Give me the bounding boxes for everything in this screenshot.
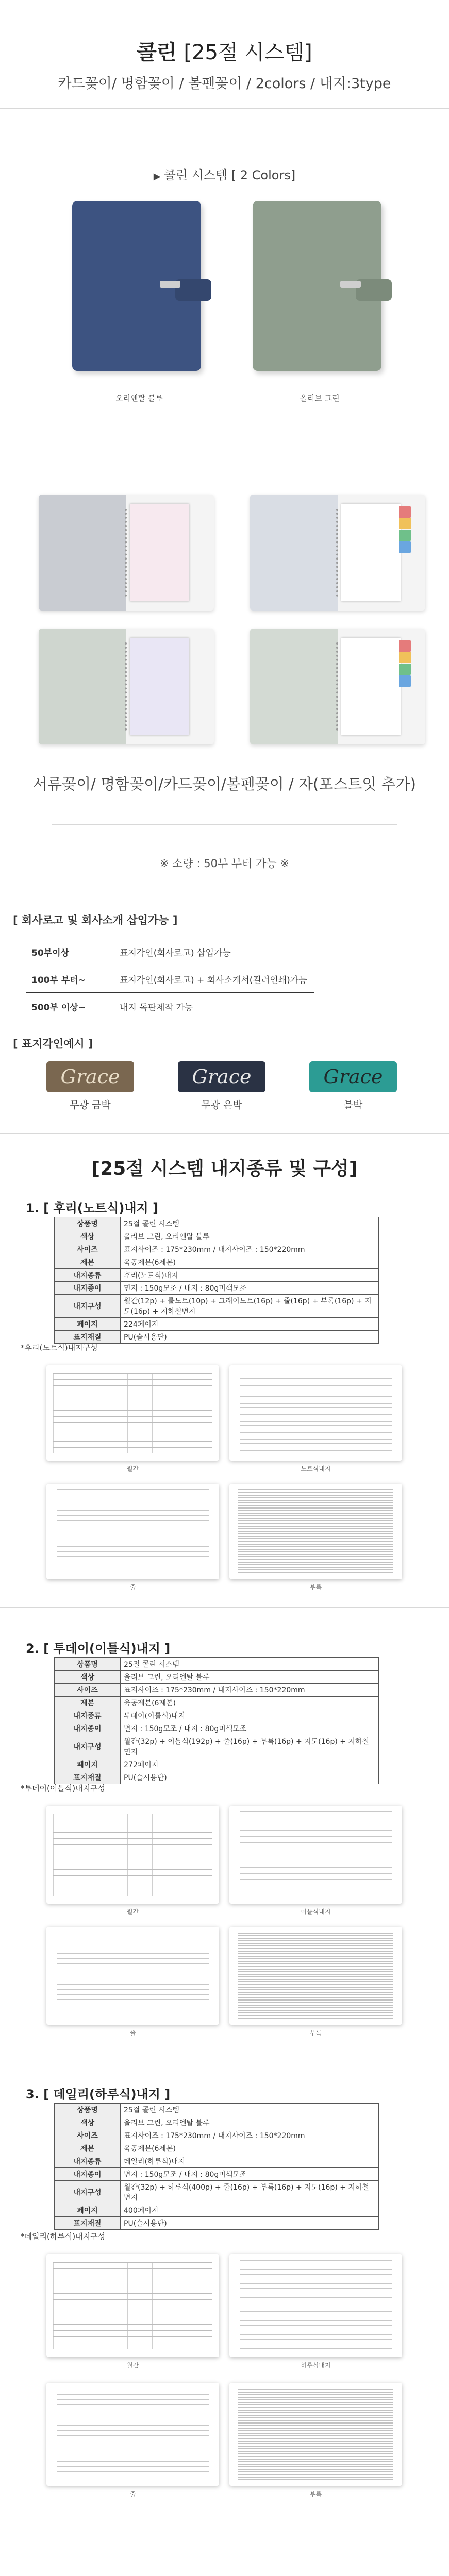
spec-key: 내지구성: [55, 1295, 121, 1318]
triangle-icon: ▶: [153, 171, 161, 182]
table-row: [55, 2204, 379, 2217]
binder-photo-blue: [72, 201, 201, 371]
table-row: [55, 1331, 379, 1344]
desc-cell: 내지 독판제작 가능: [114, 993, 314, 1020]
product-caption-blue: 오리엔탈 블루: [115, 394, 163, 403]
spec-value: 표지사이즈 : 175*230mm / 내지사이즈 : 150*220mm: [121, 2129, 379, 2142]
spec-key: 내지종이: [55, 1282, 121, 1295]
binder-rings: [125, 509, 134, 597]
sample-caption: 줄: [129, 2490, 136, 2498]
table-row: [55, 2116, 379, 2129]
binder-clip: [340, 281, 361, 288]
spec-key: 상품명: [55, 1658, 121, 1671]
spec-key: 사이즈: [55, 1243, 121, 1256]
type1-sample-appendix: [229, 1484, 402, 1579]
desc-cell: 표지각인(회사로고) 삽입가능: [114, 938, 314, 965]
desc-cell: 표지각인(회사로고) + 회사소개서(컬러인쇄)가능: [114, 965, 314, 993]
open-binder-photo-green-1: [39, 629, 214, 744]
spec-value: 투데이(이틀식)내지: [121, 1709, 379, 1722]
spec-key: 페이지: [55, 2204, 121, 2217]
type2-sample-monthly: [46, 1806, 219, 1904]
binder-clip: [160, 281, 180, 288]
sample-caption: 월간: [126, 1465, 139, 1472]
type1-sample-lined: [46, 1484, 219, 1579]
type1-spec-table: [54, 1217, 379, 1344]
spec-key: 상품명: [55, 1217, 121, 1230]
type2-spec-table: [54, 1657, 379, 1784]
spec-key: 표지재질: [55, 1331, 121, 1344]
type3-sample-monthly: [46, 2254, 219, 2357]
binder-strap: [175, 279, 211, 301]
spec-key: 내지종류: [55, 1709, 121, 1722]
table-row: [26, 938, 314, 965]
spec-value: 후리(노트식)내지: [121, 1269, 379, 1282]
binder-strap: [356, 279, 392, 301]
table-row: [55, 1217, 379, 1230]
spec-key: 내지구성: [55, 1735, 121, 1758]
open-binder-photo-blue-2: [250, 495, 425, 611]
spec-value: 표지사이즈 : 175*230mm / 내지사이즈 : 150*220mm: [121, 1684, 379, 1697]
divider: [0, 1607, 449, 1608]
type2-sample-lined: [46, 1927, 219, 2025]
inner-cover: [39, 629, 126, 744]
engraving-caption-silver: 무광 은박: [201, 1099, 242, 1111]
title-rest: [25절 시스템]: [184, 41, 312, 64]
spec-value: 올리브 그린, 오리엔탈 블루: [121, 1230, 379, 1243]
type2-title: 2. [ 투데이(이틀식)내지 ]: [26, 1641, 171, 1656]
table-row: [26, 965, 314, 993]
spec-key: 표지재질: [55, 2217, 121, 2230]
inner-cover: [250, 629, 338, 744]
index-tabs: [399, 506, 411, 588]
spec-value: 데일리(하루식)내지: [121, 2155, 379, 2168]
engraving-sample-blind: Grace: [309, 1061, 397, 1092]
page-subtitle: 카드꽂이/ 명함꽂이 / 볼펜꽂이 / 2colors / 내지:3type: [58, 76, 391, 92]
logo-insert-title: [ 회사로고 및 회사소개 삽입가능 ]: [13, 914, 178, 926]
divider: [0, 108, 449, 109]
engraving-caption-gold: 무광 금박: [70, 1099, 111, 1111]
table-row: [55, 1671, 379, 1684]
qty-cell: 50부이상: [26, 938, 114, 965]
type3-note: *데일리(하루식)내지구성: [21, 2232, 106, 2241]
spec-value: 면지 : 150g모조 / 내지 : 80g미색모조: [121, 1282, 379, 1295]
title-main: 콜린: [137, 41, 177, 64]
spec-value: PU(슬시용단): [121, 1331, 379, 1344]
spec-key: 표지재질: [55, 1771, 121, 1784]
sample-caption: 노트식내지: [301, 1465, 331, 1472]
table-row: [55, 1282, 379, 1295]
colors-heading-text: 콜린 시스템 [ 2 Colors]: [163, 168, 296, 182]
table-row: [55, 2168, 379, 2181]
spec-key: 페이지: [55, 1318, 121, 1331]
spec-key: 내지종이: [55, 1722, 121, 1735]
spec-value: 25절 콜린 시스템: [121, 1658, 379, 1671]
spec-key: 색상: [55, 1671, 121, 1684]
table-row: [55, 2217, 379, 2230]
spec-value: 400페이지: [121, 2204, 379, 2217]
spec-value: 25절 콜린 시스템: [121, 1217, 379, 1230]
inner-types-title: [25절 시스템 내지종류 및 구성]: [91, 1158, 358, 1179]
table-row: [55, 1684, 379, 1697]
spec-key: 사이즈: [55, 1684, 121, 1697]
inner-cover: [250, 495, 338, 611]
spec-key: 색상: [55, 2116, 121, 2129]
spec-key: 사이즈: [55, 2129, 121, 2142]
type1-note: *후리(노트식)내지구성: [21, 1343, 98, 1352]
type3-spec-table: [54, 2103, 379, 2230]
table-row: [55, 1697, 379, 1709]
table-row: [55, 1295, 379, 1318]
sample-caption: 부록: [309, 2490, 322, 2498]
table-row: [55, 2104, 379, 2116]
sample-caption: 부록: [309, 1584, 322, 1591]
sample-caption: 줄: [129, 1584, 136, 1591]
features-description: 서류꽂이/ 명함꽂이/카드꽂이/볼펜꽂이 / 자(포스트잇 추가): [33, 775, 416, 793]
page-title: [0, 36, 449, 65]
type3-sample-daily: [229, 2254, 402, 2357]
logo-insert-table: [26, 938, 314, 1020]
sample-caption: 줄: [129, 2029, 136, 2037]
spec-key: 내지종이: [55, 2168, 121, 2181]
table-row: [55, 1758, 379, 1771]
table-row: [55, 1722, 379, 1735]
sample-caption: 월간: [126, 1908, 139, 1916]
inner-cover: [39, 495, 126, 611]
engraving-sample-gold: Grace: [46, 1061, 134, 1092]
table-row: [55, 1658, 379, 1671]
spec-key: 제본: [55, 1697, 121, 1709]
type2-sample-two-day: [229, 1806, 402, 1904]
type2-note: *투데이(이틀식)내지구성: [21, 1784, 106, 1793]
table-row: [55, 2181, 379, 2204]
type1-title: 1. [ 후리(노트식)내지 ]: [26, 1201, 159, 1215]
spec-value: 올리브 그린, 오리엔탈 블루: [121, 2116, 379, 2129]
product-caption-green: 올리브 그린: [300, 394, 340, 403]
divider: [52, 824, 397, 825]
spec-value: 월간(32p) + 하루식(400p) + 줄(16p) + 부록(16p) + 지도(16p) + 지하철면지: [121, 2181, 379, 2204]
table-row: [55, 2155, 379, 2168]
spec-key: 내지구성: [55, 2181, 121, 2204]
table-row: [55, 1318, 379, 1331]
spec-value: 육공제본(6제본): [121, 2142, 379, 2155]
spec-value: 육공제본(6제본): [121, 1697, 379, 1709]
spec-value: PU(슬시용단): [121, 1771, 379, 1784]
qty-cell: 500부 이상~: [26, 993, 114, 1020]
spec-key: 색상: [55, 1230, 121, 1243]
spec-value: 25절 콜린 시스템: [121, 2104, 379, 2116]
minimum-quantity-note: ※ 소량 : 50부 부터 가능 ※: [159, 857, 290, 870]
open-binder-photo-blue-1: [39, 495, 214, 611]
binder-rings: [336, 509, 345, 597]
sample-caption: 월간: [126, 2362, 139, 2369]
type3-sample-lined: [46, 2383, 219, 2486]
spec-value: 월간(32p) + 이틀식(192p) + 줄(16p) + 부록(16p) + 지도(16p) + 지하철면지: [121, 1735, 379, 1758]
spec-key: 제본: [55, 1256, 121, 1269]
engraving-sample-silver: Grace: [178, 1061, 265, 1092]
colors-heading: [0, 165, 449, 183]
spec-key: 내지종류: [55, 2155, 121, 2168]
sample-caption: 이틀식내지: [301, 1908, 331, 1916]
type3-title: 3. [ 데일리(하루식)내지 ]: [26, 2087, 171, 2102]
table-row: [55, 2129, 379, 2142]
table-row: [55, 1735, 379, 1758]
type2-sample-appendix: [229, 1927, 402, 2025]
table-row: [55, 1771, 379, 1784]
inner-page: [341, 638, 401, 735]
spec-value: 면지 : 150g모조 / 내지 : 80g미색모조: [121, 2168, 379, 2181]
qty-cell: 100부 부터~: [26, 965, 114, 993]
engraving-caption-blind: 블박: [343, 1099, 363, 1111]
table-row: [55, 1230, 379, 1243]
binder-photo-green: [253, 201, 381, 371]
type1-sample-note: [229, 1365, 402, 1461]
type1-sample-monthly: [46, 1365, 219, 1461]
table-row: [55, 1256, 379, 1269]
inner-page: [341, 504, 401, 601]
spec-value: 면지 : 150g모조 / 내지 : 80g미색모조: [121, 1722, 379, 1735]
table-row: [26, 993, 314, 1020]
index-tabs: [399, 640, 411, 722]
inner-page: [130, 638, 190, 735]
binder-rings: [336, 642, 345, 731]
spec-value: 육공제본(6제본): [121, 1256, 379, 1269]
table-row: [55, 1243, 379, 1256]
engraving-title: [ 표지각인예시 ]: [13, 1038, 93, 1050]
spec-value: 올리브 그린, 오리엔탈 블루: [121, 1671, 379, 1684]
spec-value: PU(슬시용단): [121, 2217, 379, 2230]
binder-rings: [125, 642, 134, 731]
open-binder-photo-green-2: [250, 629, 425, 744]
type3-sample-appendix: [229, 2383, 402, 2486]
spec-value: 표지사이즈 : 175*230mm / 내지사이즈 : 150*220mm: [121, 1243, 379, 1256]
spec-value: 272페이지: [121, 1758, 379, 1771]
sample-caption: 부록: [309, 2029, 322, 2037]
inner-page: [130, 504, 190, 601]
table-row: [55, 1269, 379, 1282]
spec-value: 월간(12p) + 룰노트(10p) + 그래이노트(16p) + 줄(16p) + 부록(16p) + 지도(16p) + 지하철면지: [121, 1295, 379, 1318]
spec-key: 제본: [55, 2142, 121, 2155]
spec-value: 224페이지: [121, 1318, 379, 1331]
spec-key: 상품명: [55, 2104, 121, 2116]
table-row: [55, 2142, 379, 2155]
divider: [0, 1133, 449, 1134]
spec-key: 내지종류: [55, 1269, 121, 1282]
table-row: [55, 1709, 379, 1722]
spec-key: 페이지: [55, 1758, 121, 1771]
sample-caption: 하루식내지: [301, 2362, 331, 2369]
